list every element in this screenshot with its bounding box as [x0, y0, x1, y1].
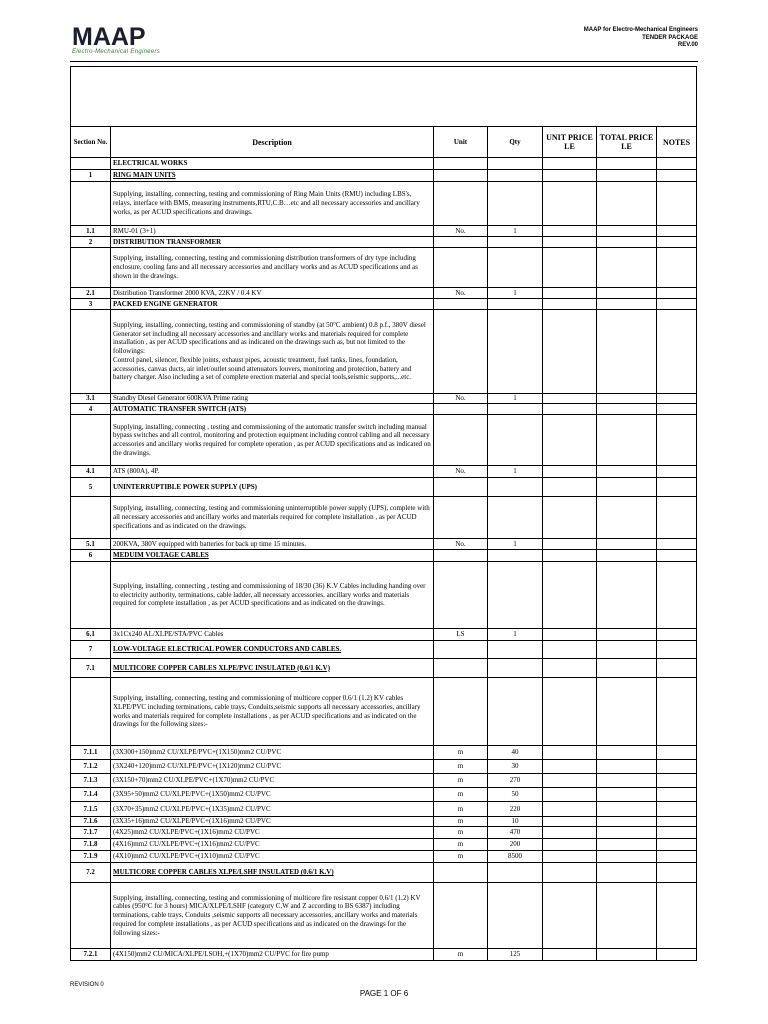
cell-qty: 30 — [488, 760, 543, 774]
cell-unit — [434, 883, 488, 949]
cell-total-price — [597, 404, 657, 415]
cell-unit-price — [543, 802, 597, 817]
cell-total-price — [597, 158, 657, 170]
cell-notes — [657, 182, 697, 226]
cell-qty — [488, 248, 543, 288]
cell-qty: 220 — [488, 802, 543, 817]
table-row — [71, 310, 697, 394]
cell-sec: 3.1 — [71, 394, 111, 404]
cell-notes — [657, 802, 697, 817]
cell-desc: MEDUIM VOLTAGE CABLES — [111, 550, 434, 562]
table-row — [71, 539, 697, 550]
cell-unit-price — [543, 760, 597, 774]
cell-total-price — [597, 237, 657, 248]
cell-sec: 7.2 — [71, 863, 111, 883]
cell-total-price — [597, 288, 657, 299]
cell-qty: 200 — [488, 839, 543, 851]
cell-sec: 7.1 — [71, 659, 111, 678]
cell-unit: m — [434, 802, 488, 817]
cell-desc: 3x1Cx240 AL/XLPE/STA/PVC Cables — [111, 629, 434, 641]
table-row — [71, 802, 697, 817]
cell-total-price — [597, 827, 657, 839]
cell-notes — [657, 851, 697, 863]
col-header-notes: NOTES — [657, 127, 697, 158]
cell-unit-price — [543, 237, 597, 248]
cell-total-price — [597, 478, 657, 497]
cell-unit — [434, 478, 488, 497]
cell-unit — [434, 863, 488, 883]
cell-unit: No. — [434, 288, 488, 299]
cell-sec: 7.1.7 — [71, 827, 111, 839]
cell-unit-price — [543, 851, 597, 863]
cell-unit — [434, 310, 488, 394]
cell-notes — [657, 863, 697, 883]
cell-notes — [657, 774, 697, 788]
cell-unit-price — [543, 949, 597, 961]
cell-qty: 1 — [488, 466, 543, 478]
cell-unit — [434, 248, 488, 288]
cell-desc: (3X95+50)mm2 CU/XLPE/PVC+(1X50)mm2 CU/PVC — [111, 788, 434, 802]
cell-notes — [657, 248, 697, 288]
cell-unit-price — [543, 629, 597, 641]
cell-desc: Supplying, installing, connecting, testing and commissioning of Ring Main Units (RMU) including LBS's, relays, interface with BMS, measuring instruments,RTU,C.B…etc and all necessary accessories and ancillary works, as per ACUD specifications and drawings. — [111, 182, 434, 226]
cell-unit-price — [543, 562, 597, 629]
cell-qty: 50 — [488, 788, 543, 802]
cell-notes — [657, 746, 697, 760]
cell-total-price — [597, 817, 657, 827]
cell-total-price — [597, 746, 657, 760]
cell-sec: 6 — [71, 550, 111, 562]
cell-desc: LOW-VOLTAGE ELECTRICAL POWER CONDUCTORS AND CABLES. — [111, 641, 434, 659]
cell-sec — [71, 415, 111, 466]
cell-notes — [657, 237, 697, 248]
cell-qty: 1 — [488, 288, 543, 299]
cell-unit-price — [543, 774, 597, 788]
cell-unit-price — [543, 288, 597, 299]
cell-unit: m — [434, 760, 488, 774]
cell-unit: LS — [434, 629, 488, 641]
cell-notes — [657, 550, 697, 562]
cell-qty — [488, 182, 543, 226]
table-row — [71, 629, 697, 641]
cell-unit-price — [543, 827, 597, 839]
cell-sec: 5 — [71, 478, 111, 497]
cell-total-price — [597, 659, 657, 678]
cell-desc: DISTRIBUTION TRANSFORMER — [111, 237, 434, 248]
logo-text: MAAP — [72, 23, 146, 51]
table-row — [71, 466, 697, 478]
cell-qty — [488, 310, 543, 394]
table-row — [71, 863, 697, 883]
table-row — [71, 788, 697, 802]
cell-desc: Supplying, installing, connecting, testing and commissioning uninterruptible power supply (UPS), complete with all necessary accessories and ancillary works and materials required for complete installation , as per ACUD specifications and as indicated on the drawings. — [111, 497, 434, 539]
table-row — [71, 839, 697, 851]
boq-table — [70, 66, 697, 961]
cell-unit-price — [543, 497, 597, 539]
cell-unit: m — [434, 839, 488, 851]
cell-desc: UNINTERRUPTIBLE POWER SUPPLY (UPS) — [111, 478, 434, 497]
cell-desc: MULTICORE COPPER CABLES XLPE/LSHF INSULATED (0.6/1 K.V) — [111, 863, 434, 883]
cell-desc: Supplying, installing, connecting , testing and commissioning of the automatic transfer switch including manual bypass switches and all control, monitoring and protection equipment including control cabling and all necessary accessories and ancillary works required for complete operation , as per ACUD specifications and as indicated on the drawings. — [111, 415, 434, 466]
cell-notes — [657, 641, 697, 659]
cell-desc: (3X35+16)mm2 CU/XLPE/PVC+(1X16)mm2 CU/PVC — [111, 817, 434, 827]
cell-sec: 1 — [71, 170, 111, 182]
table-row — [71, 641, 697, 659]
cell-sec: 7.1.6 — [71, 817, 111, 827]
cell-total-price — [597, 562, 657, 629]
cell-notes — [657, 949, 697, 961]
cell-notes — [657, 158, 697, 170]
cell-unit: m — [434, 827, 488, 839]
cell-total-price — [597, 466, 657, 478]
cell-qty: 270 — [488, 774, 543, 788]
table-row — [71, 746, 697, 760]
col-header-qty: Qty — [488, 127, 543, 158]
cell-unit-price — [543, 678, 597, 746]
cell-unit-price — [543, 404, 597, 415]
cell-total-price — [597, 883, 657, 949]
cell-sec: 2.1 — [71, 288, 111, 299]
cell-sec: 5.1 — [71, 539, 111, 550]
cell-unit — [434, 299, 488, 310]
cell-qty — [488, 641, 543, 659]
cell-desc: ATS (800A), 4P. — [111, 466, 434, 478]
cell-desc: PACKED ENGINE GENERATOR — [111, 299, 434, 310]
table-row — [71, 182, 697, 226]
cell-notes — [657, 170, 697, 182]
table-row — [71, 827, 697, 839]
cell-notes — [657, 288, 697, 299]
cell-unit-price — [543, 182, 597, 226]
cell-unit: m — [434, 817, 488, 827]
table-row — [71, 158, 697, 170]
cell-unit: No. — [434, 394, 488, 404]
cell-qty — [488, 158, 543, 170]
cell-total-price — [597, 248, 657, 288]
cell-notes — [657, 466, 697, 478]
cell-qty: 1 — [488, 629, 543, 641]
cell-desc: RING MAIN UNITS — [111, 170, 434, 182]
footer-revision: REVISION 0 — [70, 982, 104, 988]
cell-qty — [488, 659, 543, 678]
cell-sec: 7.1.8 — [71, 839, 111, 851]
col-header-section: Section No. — [71, 127, 111, 158]
cell-desc: MULTICORE COPPER CABLES XLPE/PVC INSULATED (0.6/1 K.V) — [111, 659, 434, 678]
cell-unit-price — [543, 299, 597, 310]
cell-qty — [488, 678, 543, 746]
cell-notes — [657, 404, 697, 415]
document-header-info — [584, 27, 698, 50]
cell-sec: 7.1.1 — [71, 746, 111, 760]
logo-subtitle: Electro-Mechanical Engineers — [72, 49, 161, 55]
table-row — [71, 394, 697, 404]
table-row — [71, 497, 697, 539]
cell-sec — [71, 883, 111, 949]
cell-qty — [488, 883, 543, 949]
cell-unit — [434, 182, 488, 226]
cell-notes — [657, 839, 697, 851]
cell-unit — [434, 659, 488, 678]
table-row — [71, 404, 697, 415]
cell-qty — [488, 863, 543, 883]
cell-qty: 1 — [488, 394, 543, 404]
revision-label: REV.00 — [677, 42, 698, 48]
table-row — [71, 237, 697, 248]
cell-notes — [657, 478, 697, 497]
cell-notes — [657, 539, 697, 550]
cell-notes — [657, 760, 697, 774]
table-row — [71, 226, 697, 237]
cell-desc: (4X25)mm2 CU/XLPE/PVC+(1X16)mm2 CU/PVC — [111, 827, 434, 839]
cell-unit — [434, 550, 488, 562]
cell-total-price — [597, 497, 657, 539]
cell-notes — [657, 310, 697, 394]
cell-unit-price — [543, 158, 597, 170]
cell-unit — [434, 158, 488, 170]
cell-total-price — [597, 310, 657, 394]
cell-unit-price — [543, 415, 597, 466]
cell-unit-price — [543, 466, 597, 478]
cell-unit — [434, 237, 488, 248]
cell-unit: m — [434, 774, 488, 788]
cell-unit: No. — [434, 539, 488, 550]
cell-total-price — [597, 863, 657, 883]
cell-sec — [71, 182, 111, 226]
cell-qty: 470 — [488, 827, 543, 839]
cell-unit-price — [543, 883, 597, 949]
cell-desc: AUTOMATIC TRANSFER SWITCH (ATS) — [111, 404, 434, 415]
company-name: MAAP for Electro-Mechanical Engineers — [583, 27, 698, 33]
cell-unit: No. — [434, 226, 488, 237]
cell-unit-price — [543, 248, 597, 288]
cell-total-price — [597, 851, 657, 863]
cell-desc: (3X70+35)mm2 CU/XLPE/PVC+(1X35)mm2 CU/PVC — [111, 802, 434, 817]
table-row — [71, 678, 697, 746]
cell-qty — [488, 299, 543, 310]
cell-desc: Supplying, installing, connecting, testing and commissioning of standby (at 50°C ambient) 0.8 p.f., 380V diesel Generator set including all necessary accessories and ancillary works and materials required for complete installation , as per ACUD specifications and as indicated on the drawings such as, but not limited to the followings: Control panel, silencer, flexible joints, exhaust pipes, acoustic treatment, fuel tanks, lines, foundation, accessories, canvas ducts, air inlet/outlet sound attenuators louvers, monitoring and protection, battery and battery charger. Also including a set of complete erection material and special tools,seismic supports,...etc. — [111, 310, 434, 394]
cell-unit — [434, 678, 488, 746]
cell-qty — [488, 562, 543, 629]
table-row — [71, 851, 697, 863]
cell-desc: Supplying, installing, connecting , testing and commissioning of 18/30 (36) K.V Cables including handing over to electricity authority, terminations, cable ladder, all necessary accessories, ancillary works and materials required for complete installation , as per ACUD specifications and as indicated on the drawings. — [111, 562, 434, 629]
cell-desc: Distribution Transformer 2000 KVA, 22KV / 0.4 KV — [111, 288, 434, 299]
cell-unit — [434, 404, 488, 415]
cell-notes — [657, 678, 697, 746]
cell-notes — [657, 788, 697, 802]
table-row — [71, 478, 697, 497]
table-row — [71, 415, 697, 466]
cell-desc: ELECTRICAL WORKS — [111, 158, 434, 170]
header-divider — [70, 61, 698, 62]
col-header-unit: Unit — [434, 127, 488, 158]
table-row — [71, 774, 697, 788]
cell-desc: Supplying, installing, connecting, testing and commissioning of multicore copper 0.6/1 (1.2) KV cables XLPE/PVC including terminations, cable trays, Conduits,seismic supports all necessary accessories, ancillary works and materials required for complete installations , as per ACUD specifications and as indicated on the drawings for the following sizes:- — [111, 678, 434, 746]
cell-unit: m — [434, 746, 488, 760]
table-row — [71, 883, 697, 949]
cell-total-price — [597, 299, 657, 310]
cell-qty: 1 — [488, 539, 543, 550]
cell-notes — [657, 299, 697, 310]
cell-unit: m — [434, 949, 488, 961]
cell-sec — [71, 562, 111, 629]
cell-total-price — [597, 415, 657, 466]
cell-unit-price — [543, 659, 597, 678]
cell-unit — [434, 641, 488, 659]
cell-sec: 4 — [71, 404, 111, 415]
cell-sec — [71, 158, 111, 170]
cell-sec: 7.1.3 — [71, 774, 111, 788]
table-row — [71, 817, 697, 827]
cell-notes — [657, 415, 697, 466]
table-row — [71, 659, 697, 678]
cell-qty: 8500 — [488, 851, 543, 863]
cell-sec: 7.1.5 — [71, 802, 111, 817]
col-header-description: Description — [111, 127, 434, 158]
cell-unit — [434, 170, 488, 182]
cell-unit-price — [543, 539, 597, 550]
cell-unit: m — [434, 788, 488, 802]
table-row — [71, 299, 697, 310]
package-name: TENDER PACKAGE — [642, 34, 698, 41]
cell-unit-price — [543, 226, 597, 237]
cell-total-price — [597, 949, 657, 961]
cell-qty: 40 — [488, 746, 543, 760]
cell-total-price — [597, 760, 657, 774]
cell-notes — [657, 817, 697, 827]
cell-desc: Standby Diesel Generator 600KVA Prime rating — [111, 394, 434, 404]
cell-qty — [488, 497, 543, 539]
cell-total-price — [597, 550, 657, 562]
cell-sec — [71, 497, 111, 539]
company-logo — [72, 25, 160, 55]
cell-qty — [488, 415, 543, 466]
cell-sec: 2 — [71, 237, 111, 248]
cell-notes — [657, 883, 697, 949]
cell-desc: Supplying, installing, connecting, testing and commissioning distribution transformers of dry type including enclosure, cooling fans and all necessary accessories and ancillary works and as ACUD specifications and as shown in the drawings. — [111, 248, 434, 288]
cell-notes — [657, 827, 697, 839]
table-row — [71, 562, 697, 629]
cell-desc: (4X10)mm2 CU/XLPE/PVC+(1X10)mm2 CU/PVC — [111, 851, 434, 863]
cell-unit — [434, 497, 488, 539]
cell-qty — [488, 550, 543, 562]
table-row — [71, 170, 697, 182]
cell-qty — [488, 478, 543, 497]
cell-sec: 1.1 — [71, 226, 111, 237]
cell-total-price — [597, 802, 657, 817]
cell-sec: 3 — [71, 299, 111, 310]
cell-total-price — [597, 774, 657, 788]
cell-notes — [657, 562, 697, 629]
table-row — [71, 949, 697, 961]
cell-desc: 200KVA, 380V equipped with batteries for back up time 15 minutes. — [111, 539, 434, 550]
col-header-unit-price: UNIT PRICE LE — [543, 127, 597, 158]
cell-total-price — [597, 641, 657, 659]
cell-desc: (4X16)mm2 CU/XLPE/PVC+(1X16)mm2 CU/PVC — [111, 839, 434, 851]
cell-unit-price — [543, 310, 597, 394]
cell-unit-price — [543, 394, 597, 404]
cell-total-price — [597, 539, 657, 550]
cell-sec: 6.1 — [71, 629, 111, 641]
cell-total-price — [597, 170, 657, 182]
cell-desc: (3X300+150)mm2 CU/XLPE/PVC+(1X150)mm2 CU/PVC — [111, 746, 434, 760]
col-header-total-price: TOTAL PRICE LE — [597, 127, 657, 158]
cell-total-price — [597, 226, 657, 237]
cell-notes — [657, 394, 697, 404]
cell-desc: (4X150)mm2 CU/MICA/XLPE/LSOH,+(1X70)mm2 CU/PVC for fire pump — [111, 949, 434, 961]
cell-unit-price — [543, 863, 597, 883]
cell-qty: 10 — [488, 817, 543, 827]
cell-unit-price — [543, 788, 597, 802]
cell-sec: 7.2.1 — [71, 949, 111, 961]
cell-unit-price — [543, 817, 597, 827]
cell-sec: 4.1 — [71, 466, 111, 478]
cell-unit-price — [543, 641, 597, 659]
table-row — [71, 760, 697, 774]
cell-unit — [434, 562, 488, 629]
cell-sec: 7.1.4 — [71, 788, 111, 802]
table-header-row — [71, 127, 697, 158]
cell-desc: (3X150+70)mm2 CU/XLPE/PVC+(1X70)mm2 CU/PVC — [111, 774, 434, 788]
cell-qty: 1 — [488, 226, 543, 237]
cell-desc: RMU-01 (3+1) — [111, 226, 434, 237]
table-row — [71, 288, 697, 299]
cell-sec — [71, 678, 111, 746]
cell-qty — [488, 404, 543, 415]
cell-total-price — [597, 839, 657, 851]
cell-total-price — [597, 182, 657, 226]
cell-unit: m — [434, 851, 488, 863]
cell-unit-price — [543, 746, 597, 760]
cell-notes — [657, 497, 697, 539]
cell-qty: 125 — [488, 949, 543, 961]
table-row — [71, 550, 697, 562]
cell-unit — [434, 415, 488, 466]
cell-qty — [488, 170, 543, 182]
cell-unit-price — [543, 170, 597, 182]
cell-unit: No. — [434, 466, 488, 478]
cell-sec — [71, 310, 111, 394]
cell-desc: Supplying, installing, connecting, testing and commissioning of multicore fire resistant copper 0.6/1 (1.2) KV cables (950°C for 3 hours) MICA/XLPE/LSHF (category C,W and Z according to BS 6387) including terminations, cable trays, Conduits ,seismic supports all necessary accessories, ancillary works and materials required for complete installations , as per ACUD specifications and as indicated on the drawings for the following sizes:- — [111, 883, 434, 949]
cell-sec: 7.1.9 — [71, 851, 111, 863]
cell-notes — [657, 629, 697, 641]
cell-sec: 7 — [71, 641, 111, 659]
cell-unit-price — [543, 478, 597, 497]
cell-total-price — [597, 788, 657, 802]
cell-total-price — [597, 394, 657, 404]
table-row — [71, 248, 697, 288]
cell-desc: (3X240+120)mm2 CU/XLPE/PVC+(1X120)mm2 CU/PVC — [111, 760, 434, 774]
footer-page-number: PAGE 1 OF 6 — [359, 989, 409, 998]
cell-unit-price — [543, 839, 597, 851]
cell-notes — [657, 226, 697, 237]
cell-total-price — [597, 629, 657, 641]
cell-unit-price — [543, 550, 597, 562]
blank-top-row — [71, 67, 697, 127]
cell-sec: 7.1.2 — [71, 760, 111, 774]
cell-qty — [488, 237, 543, 248]
cell-sec — [71, 248, 111, 288]
cell-notes — [657, 659, 697, 678]
cell-total-price — [597, 678, 657, 746]
